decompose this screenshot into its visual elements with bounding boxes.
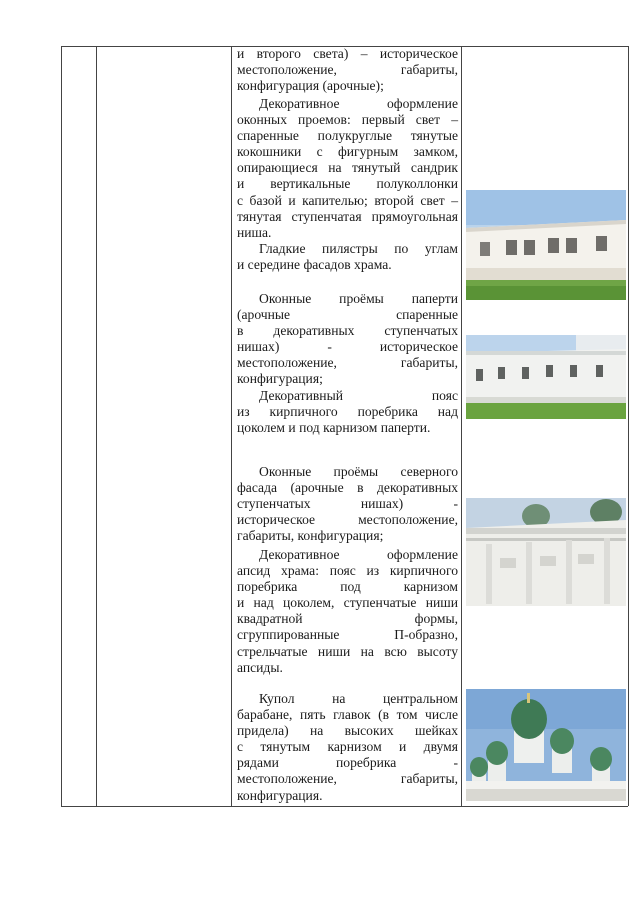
text-line: ниша. xyxy=(237,224,272,240)
church-wall-windows-photo xyxy=(466,190,626,300)
text-line: с базой и капителью; второй свет – xyxy=(237,192,458,208)
text-line: нишах) - историческое xyxy=(237,339,458,355)
text-line: спаренные полукруглые тянутые xyxy=(237,128,458,144)
text-line: рядами поребрика - xyxy=(237,755,458,771)
text-line: местоположение, габариты, xyxy=(237,62,458,78)
text-line: габариты, конфигурация; xyxy=(237,528,384,544)
paragraph-window-openings-cont xyxy=(237,46,458,94)
church-domes-photo xyxy=(466,689,626,801)
text-line: Гладкие пилястры по углам xyxy=(259,241,458,256)
text-line: конфигурация; xyxy=(237,371,323,387)
text-line: и над цоколем, ступенчатые ниши xyxy=(237,595,458,611)
paragraph-north-windows xyxy=(237,464,458,544)
text-line: (арочные спаренные xyxy=(237,307,458,323)
paragraph-apse-decoration xyxy=(237,547,458,676)
paragraph-decorative-belt xyxy=(237,388,458,436)
paragraph-window-decoration xyxy=(237,96,458,241)
text-line: Декоративное оформление xyxy=(259,547,458,562)
text-line: кокошники с фигурным замком, xyxy=(237,144,458,160)
table-border-right xyxy=(628,46,629,806)
text-line: и середине фасадов храма. xyxy=(237,257,392,273)
text-line: конфигурация. xyxy=(237,787,323,803)
text-line: барабане, пять главок (в том числе xyxy=(237,707,458,723)
text-line: Оконные проёмы северного xyxy=(259,464,458,479)
text-line: Декоративный пояс xyxy=(259,388,458,403)
text-line: апсиды. xyxy=(237,659,283,675)
table-border-left xyxy=(61,46,62,806)
text-line: опирающиеся на тянутый сандрик xyxy=(237,160,458,176)
text-line: сгруппированные П-образно, xyxy=(237,627,458,643)
text-line: поребрика под карнизом xyxy=(237,579,458,595)
table-divider-2 xyxy=(231,46,232,806)
text-line: Купол на центральном xyxy=(259,691,458,706)
text-line: ступенчатых нишах) - xyxy=(237,496,458,512)
paragraph-domes xyxy=(237,691,458,804)
text-line: конфигурация (арочные); xyxy=(237,78,384,94)
paragraph-pilasters xyxy=(237,241,458,273)
text-line: апсид храма: пояс из кирпичного xyxy=(237,563,458,579)
text-line: тянутая ступенчатая прямоугольная xyxy=(237,208,458,224)
text-line: в декоративных ступенчатых xyxy=(237,323,458,339)
table-border-bottom xyxy=(61,806,628,807)
text-line: местоположение, габариты, xyxy=(237,771,458,787)
text-line: местоположение, габариты, xyxy=(237,355,458,371)
text-line: историческое местоположение, xyxy=(237,512,458,528)
text-line: квадратной формы, xyxy=(237,611,458,627)
church-porch-facade-photo xyxy=(466,335,626,419)
table-divider-3 xyxy=(461,46,462,806)
text-line: и второго света) – историческое xyxy=(237,46,458,61)
table-divider-1 xyxy=(96,46,97,806)
text-line: придела) на высоких шейках xyxy=(237,723,458,739)
document-table xyxy=(61,46,628,806)
text-line: оконных проемов: первый свет – xyxy=(237,112,458,128)
paragraph-porch-windows xyxy=(237,291,458,388)
text-line: стрельчатые ниши на всю высоту xyxy=(237,643,458,659)
text-line: Декоративное оформление xyxy=(259,96,458,111)
text-line: из кирпичного поребрика над xyxy=(237,404,458,420)
text-line: фасада (арочные в декоративных xyxy=(237,480,458,496)
text-line: и вертикальные полуколлонки xyxy=(237,176,458,192)
text-line: с тянутым карнизом и двумя xyxy=(237,739,458,755)
text-line: Оконные проёмы паперти xyxy=(259,291,458,306)
church-north-facade-apse-photo xyxy=(466,498,626,606)
text-line: цоколем и под карнизом паперти. xyxy=(237,420,431,436)
